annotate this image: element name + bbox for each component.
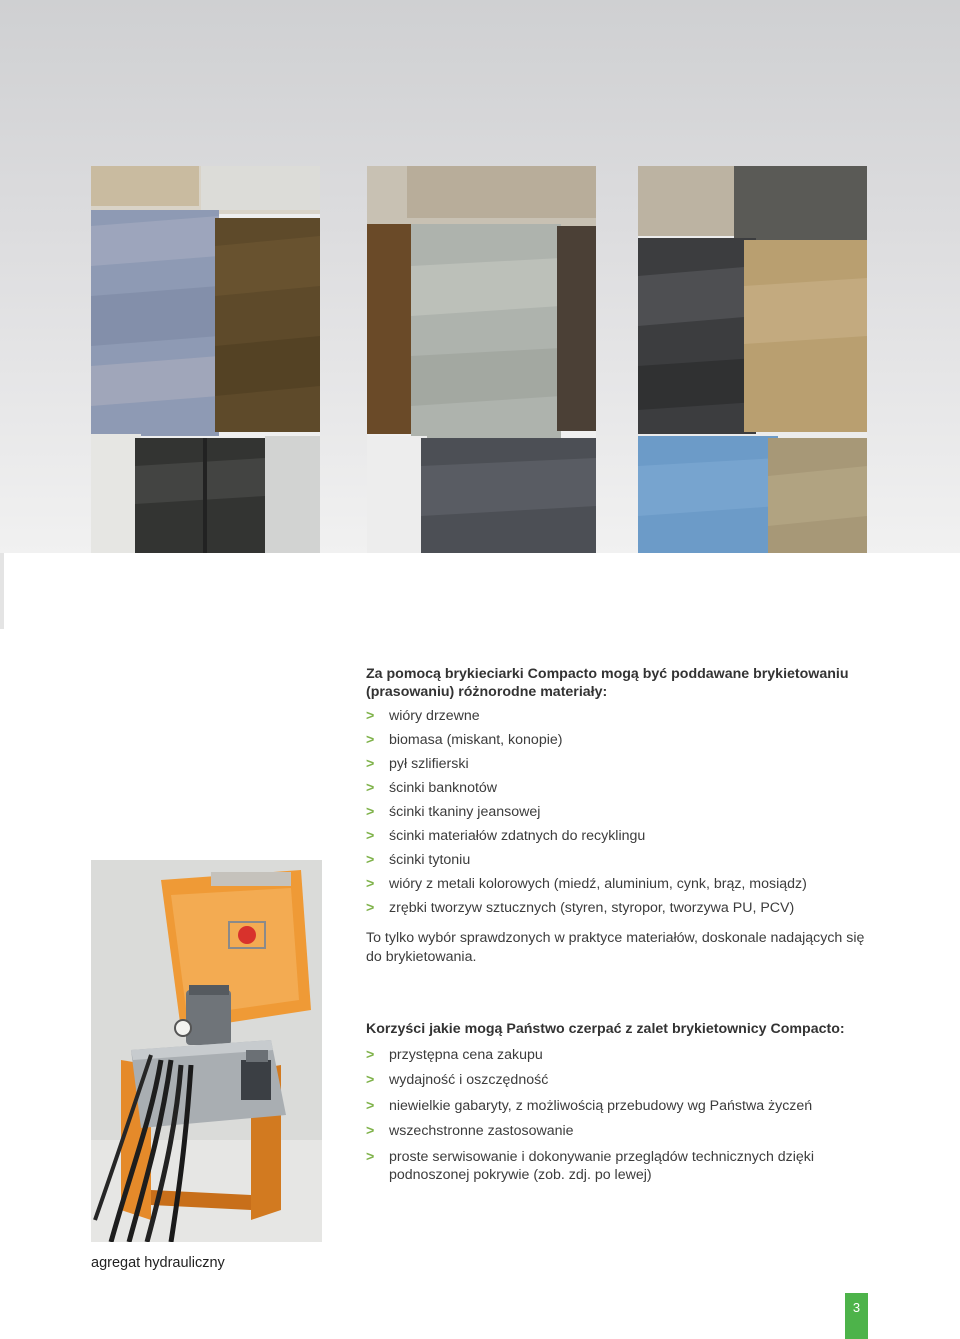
- benefits-section: [366, 1020, 866, 1184]
- list-item: > wydajność i oszczędność: [366, 1072, 549, 1089]
- list-item: > przystępna cena zakupu: [366, 1046, 543, 1063]
- bullet-icon: >: [366, 1097, 375, 1114]
- list-item: > biomasa (miskant, konopie): [366, 732, 563, 748]
- benefits-list: [366, 1046, 866, 1184]
- list-item: > zrębki tworzyw sztucznych (styren, styropor, tworzywa PU, PCV): [366, 900, 795, 916]
- list-item: > proste serwisowanie i dokonywanie przeglądów technicznych dzięki podnoszonej pokrywie (zob. zdj. po lewej): [366, 1148, 815, 1183]
- list-item: > ścinki tkaniny jeansowej: [366, 804, 541, 820]
- materials-closing: To tylko wybór sprawdzonych w praktyce materiałów, doskonale nadających się do brykietowania.: [366, 930, 865, 965]
- briquette-photo-3: [638, 166, 867, 553]
- bullet-icon: >: [366, 1123, 375, 1140]
- list-item: > ścinki materiałów zdatnych do recyklingu: [366, 828, 646, 844]
- page-number: 3: [845, 1293, 868, 1339]
- bullet-icon: >: [366, 804, 375, 820]
- bullet-icon: >: [366, 708, 375, 724]
- bullet-icon: >: [366, 900, 375, 916]
- bullet-icon: >: [366, 1148, 375, 1165]
- materials-intro: Za pomocą brykieciarki Compacto mogą być poddawane brykietowaniu (prasowaniu) różnorodne materiały:: [366, 666, 849, 700]
- bullet-icon: >: [366, 732, 375, 748]
- hydraulic-unit-photo: [91, 860, 322, 1242]
- benefits-intro: Korzyści jakie mogą Państwo czerpać z zalet brykietownicy Compacto:: [366, 1021, 845, 1037]
- bullet-icon: >: [366, 1072, 375, 1089]
- bullet-icon: >: [366, 876, 375, 892]
- bullet-icon: >: [366, 852, 375, 868]
- materials-list: [366, 707, 866, 917]
- materials-section: [366, 665, 866, 981]
- list-item: > wióry drzewne: [366, 708, 480, 724]
- list-item: > ścinki tytoniu: [366, 852, 471, 868]
- bullet-icon: >: [366, 828, 375, 844]
- photo-caption: agregat hydrauliczny: [91, 1255, 225, 1271]
- list-item: > wszechstronne zastosowanie: [366, 1123, 574, 1140]
- list-item: > wióry z metali kolorowych (miedź, aluminium, cynk, brąz, mosiądz): [366, 876, 807, 892]
- briquette-photo-2: [367, 166, 596, 553]
- list-item: > ścinki banknotów: [366, 780, 498, 796]
- bullet-icon: >: [366, 756, 375, 772]
- briquette-photo-1: [91, 166, 320, 553]
- left-edge-strip: [0, 553, 4, 629]
- list-item: > niewielkie gabaryty, z możliwością przebudowy wg Państwa życzeń: [366, 1097, 813, 1114]
- list-item: > pył szlifierski: [366, 756, 469, 772]
- bullet-icon: >: [366, 1046, 375, 1063]
- bullet-icon: >: [366, 780, 375, 796]
